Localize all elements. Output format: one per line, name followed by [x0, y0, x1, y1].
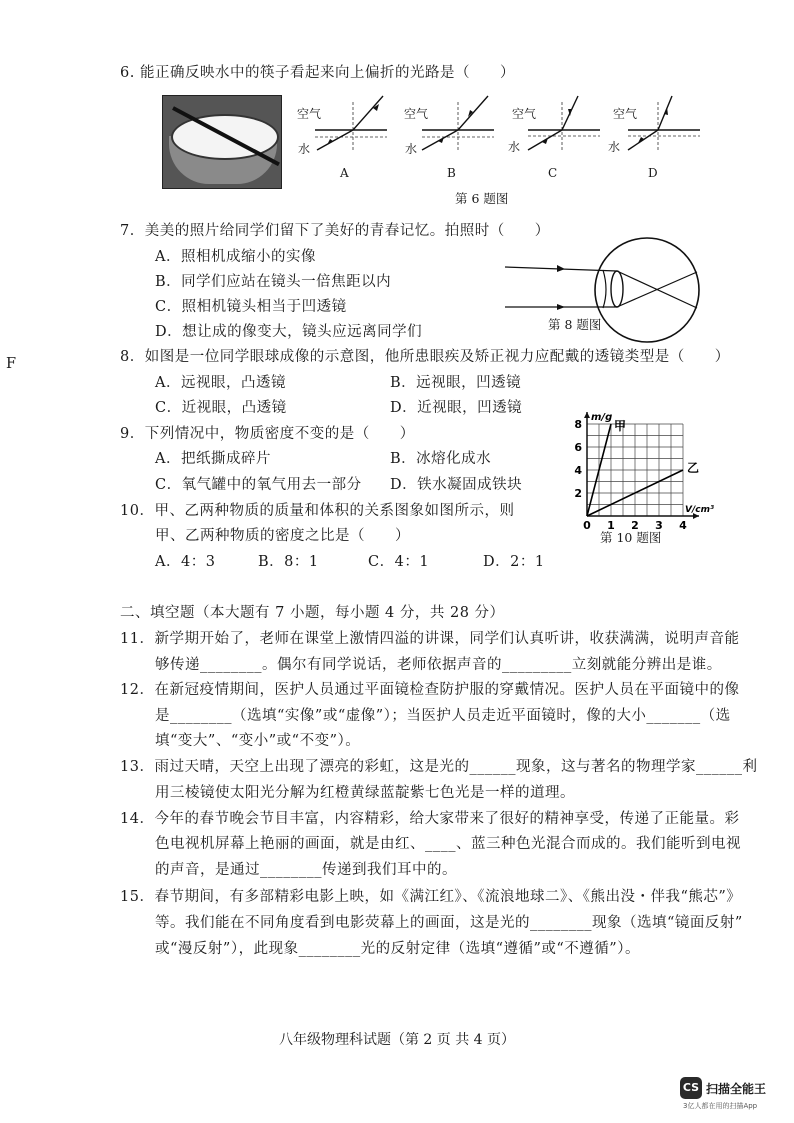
question-10-option-b: B．8：1 [258, 554, 319, 570]
air-label: 空气 [613, 107, 638, 121]
question-9-option-c: C．氧气罐中的氧气用去一部分 [155, 477, 362, 493]
question-9-option-d: D．铁水凝固成铁块 [390, 477, 523, 493]
fill-line: 用三棱镜使太阳光分解为红橙黄绿蓝靛紫七色光是一样的道理。 [155, 785, 575, 801]
question-9-option-a: A．把纸撕成碎片 [155, 451, 271, 467]
series-label: 甲 [614, 419, 627, 433]
question-8-text: 8．如图是一位同学眼球成像的示意图，他所患眼疾及矫正视力应配戴的透镜类型是（ ） [120, 349, 730, 365]
mass-volume-chart [565, 396, 714, 532]
fill-line: 11．新学期开始了，老师在课堂上激情四溢的讲课，同学们认真听讲，收获满满，说明声音能 [120, 631, 740, 647]
y-tick-label: 6 [574, 441, 582, 454]
question-8-option-d: D．近视眼，凹透镜 [390, 400, 523, 416]
question-10-option-c: C．4：1 [368, 554, 430, 570]
question-6-text: 6. 能正确反映水中的筷子看起来向上偏折的光路是（ ） [120, 65, 515, 81]
question-10-line1: 10．甲、乙两种物质的质量和体积的关系图象如图所示，则 [120, 503, 515, 519]
option-label: D [648, 166, 658, 180]
air-label: 空气 [404, 107, 429, 121]
question-7-option-b: B．同学们应站在镜头一倍焦距以内 [155, 274, 392, 290]
fill-line: 是________（选填“实像”或“虚像”）；当医护人员走近平面镜时，像的大小_______（选 [155, 708, 731, 724]
fill-line: 等。我们能在不同角度看到电影荧幕上的画面，这是光的________现象（选填“镜面反射” [155, 915, 743, 931]
x-tick-label: 1 [607, 519, 615, 532]
scanner-tagline: 3亿人都在用的扫描App [683, 1102, 758, 1110]
x-tick-label: 2 [631, 519, 639, 532]
figure-6-caption: 第 6 题图 [455, 191, 509, 206]
y-axis-label: m/g [591, 412, 613, 423]
x-axis-label: V/cm³ [685, 505, 714, 515]
scanner-app-name: 扫描全能王 [706, 1081, 767, 1096]
question-7-option-c: C．照相机镜头相当于凹透镜 [155, 299, 347, 315]
air-label: 空气 [297, 107, 322, 121]
x-tick-label: 3 [655, 519, 663, 532]
water-label: 水 [608, 140, 621, 154]
fill-line: 或“漫反射”），此现象________光的反射定律（选填“遵循”或“不遵循”）。 [155, 941, 640, 957]
water-label: 水 [405, 142, 418, 156]
fill-line: 的声音，是通过________传递到我们耳中的。 [155, 862, 457, 878]
question-10-option-d: D．2：1 [483, 554, 545, 570]
question-10-option-a: A．4：3 [155, 554, 216, 570]
fill-line: 色电视机屏幕上艳丽的画面，就是由红、____、蓝三种色光混合而成的。我们能听到电视 [155, 836, 741, 852]
y-axis-arrow-icon [584, 412, 590, 418]
side-mark: F [6, 356, 17, 372]
question-9-option-b: B．冰熔化成水 [390, 451, 492, 467]
fill-line: 填“变大”、“变小”或“不变”）。 [155, 733, 361, 749]
y-tick-label: 4 [574, 464, 582, 477]
water-label: 水 [508, 140, 521, 154]
eye-diagram [505, 234, 705, 346]
fill-line: 15．春节期间，有多部精彩电影上映，如《满江红》、《流浪地球二》、《熊出没・伴我“熊芯”》 [120, 889, 742, 905]
option-label: B [447, 166, 456, 180]
section-2-title: 二、填空题（本大题有 7 小题，每小题 4 分，共 28 分） [120, 605, 505, 621]
figure-8-caption: 第 8 题图 [548, 317, 602, 332]
question-7-option-d: D．想让成的像变大，镜头应远离同学们 [155, 324, 423, 340]
chopstick-photo [162, 95, 282, 189]
page-footer: 八年级物理科试题（第 2 页 共 4 页） [278, 1032, 516, 1048]
question-7-option-a: A．照相机成缩小的实像 [155, 249, 316, 265]
series-label: 乙 [687, 461, 700, 475]
y-tick-label: 2 [574, 487, 582, 500]
water-label: 水 [298, 142, 311, 156]
air-label: 空气 [512, 107, 537, 121]
fill-line: 13．雨过天晴，天空上出现了漂亮的彩虹，这是光的______现象，这与著名的物理学家______利 [120, 759, 758, 775]
cs-badge-icon: CS [680, 1077, 702, 1099]
question-10-line2: 甲、乙两种物质的密度之比是（ ） [155, 528, 410, 544]
fill-line: 够传递________。偶尔有同学说话，老师依据声音的_________立刻就能分辨出是谁。 [155, 657, 722, 673]
question-7-text: 7．美美的照片给同学们留下了美好的青春记忆。拍照时（ ） [120, 223, 550, 239]
x-tick-label: 0 [583, 519, 591, 532]
option-label: C [548, 166, 558, 180]
question-8-option-b: B．远视眼，凹透镜 [390, 375, 522, 391]
fill-line: 14．今年的春节晚会节目丰富，内容精彩，给大家带来了很好的精神享受，传递了正能量。彩 [120, 811, 740, 827]
option-label: A [340, 166, 349, 180]
figure-10-caption: 第 10 题图 [600, 530, 662, 545]
question-9-text: 9．下列情况中，物质密度不变的是（ ） [120, 426, 415, 442]
y-tick-label: 8 [574, 418, 582, 431]
question-8-option-c: C．近视眼，凸透镜 [155, 400, 287, 416]
fill-line: 12．在新冠疫情期间，医护人员通过平面镜检查防护服的穿戴情况。医护人员在平面镜中的像 [120, 682, 740, 698]
x-tick-label: 4 [679, 519, 687, 532]
scanner-logo [680, 1077, 766, 1099]
question-8-option-a: A．远视眼，凸透镜 [155, 375, 286, 391]
